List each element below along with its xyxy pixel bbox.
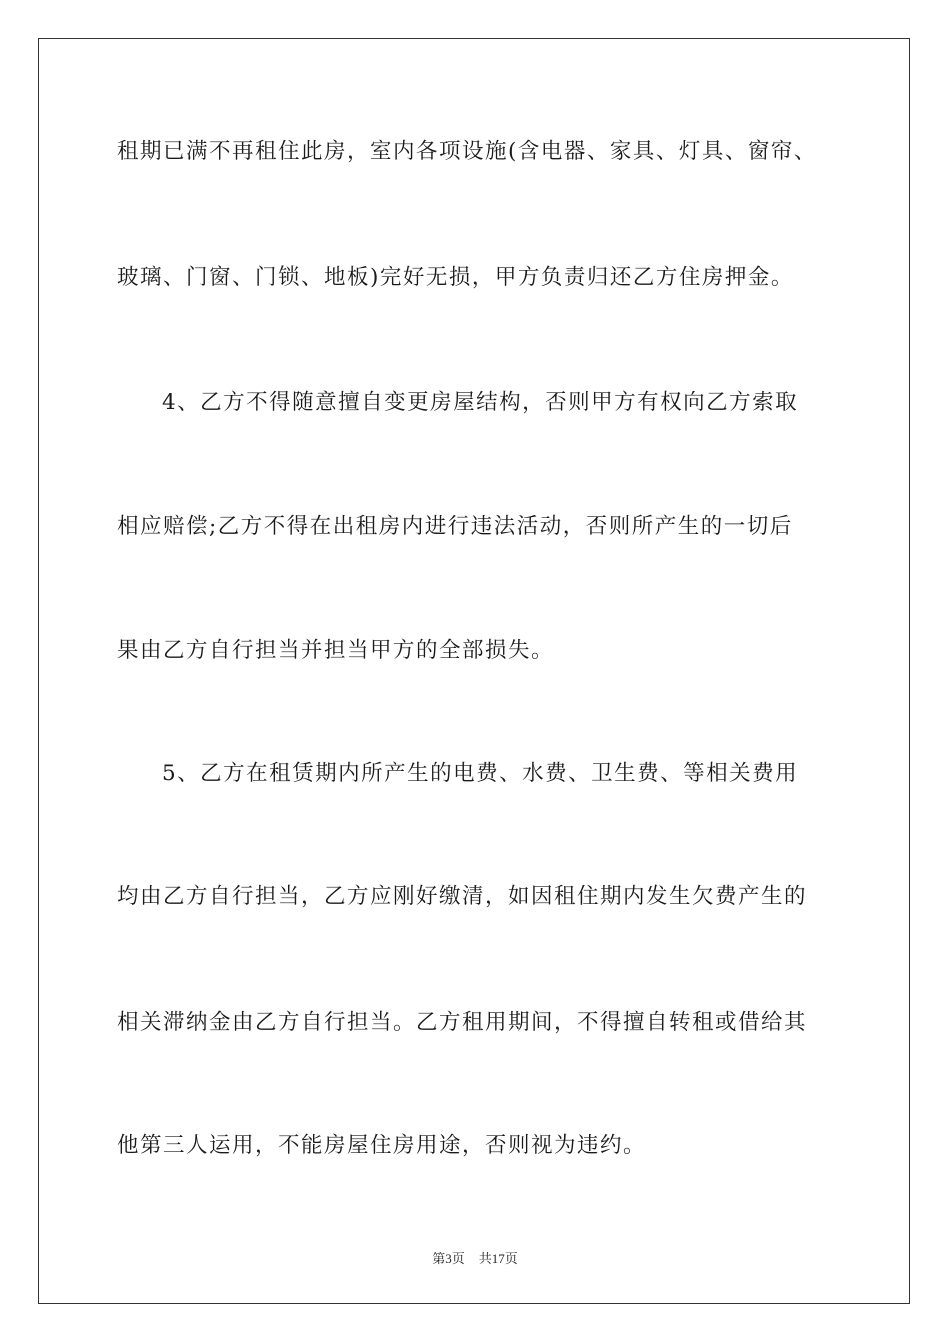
clause-5-line-1: 5、乙方在租赁期内所产生的电费、水费、卫生费、等相关费用 <box>162 761 799 786</box>
current-page-number: 第3页 <box>432 1251 465 1266</box>
page-border <box>38 38 910 1304</box>
clause-4-line-1: 4、乙方不得随意擅自变更房屋结构，否则甲方有权向乙方索取 <box>162 390 799 415</box>
clause-5-line-2: 均由乙方自行担当，乙方应刚好缴清，如因租住期内发生欠费产生的 <box>117 884 808 909</box>
clause-5-line-3: 相关滞纳金由乙方自行担当。乙方租用期间，不得擅自转租或借给其 <box>117 1010 808 1035</box>
clause-4-line-2: 相应赔偿;乙方不得在出租房内进行违法活动，否则所产生的一切后 <box>117 514 793 539</box>
text-line-1: 租期已满不再租住此房，室内各项设施(含电器、家具、灯具、窗帘、 <box>117 139 817 164</box>
clause-4-line-3: 果由乙方自行担当并担当甲方的全部损失。 <box>117 638 555 663</box>
clause-5-line-4: 他第三人运用，不能房屋住房用途，否则视为违约。 <box>117 1133 647 1158</box>
total-pages: 共17页 <box>478 1251 518 1266</box>
text-line-2: 玻璃、门窗、门锁、地板)完好无损，甲方负责归还乙方住房押金。 <box>117 265 794 290</box>
page-footer <box>0 1248 950 1267</box>
